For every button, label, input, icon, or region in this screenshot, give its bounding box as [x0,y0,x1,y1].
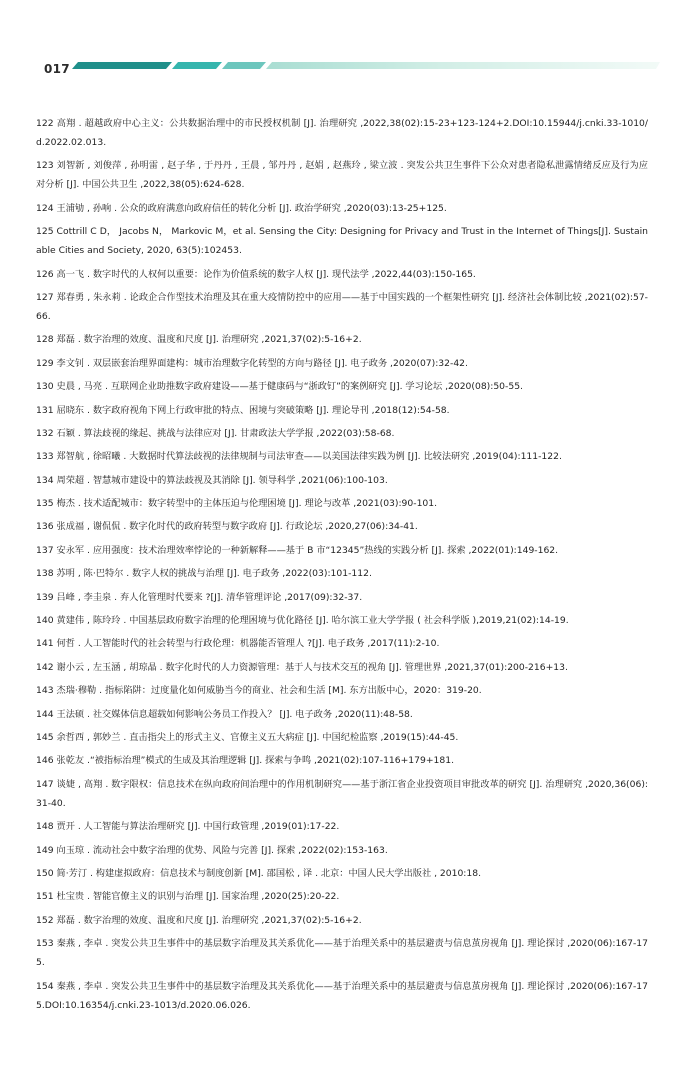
reference-item [36,156,648,194]
reference-number: 132 [36,427,54,439]
reference-text: 苏明 , 陈·巴特尔 . 数字人权的挑战与治理 [J]. 电子政务 ,2022(03):101-112. [56,568,372,580]
reference-text: 向玉琼 . 流动社会中数字治理的优势、风险与完善 [J]. 探索 ,2022(02):153-163. [56,844,388,856]
reference-text: 屈晓东 . 数字政府视角下网上行政审批的特点、困境与突破策略 [J]. 理论导刊 ,2018(12):54-58. [56,404,450,416]
reference-number: 139 [36,591,54,603]
reference-item [36,681,648,700]
reference-text: 郑智航 , 徐昭曦 . 大数据时代算法歧视的法律规制与司法审查——以美国法律实践为例 [J]. 比较法研究 ,2019(04):111-122. [56,451,562,463]
reference-item [36,330,648,349]
reference-number: 131 [36,404,54,416]
reference-text: 史晨 , 马亮 . 互联网企业助推数字政府建设——基于健康码与“浙政钉”的案例研究 [J]. 学习论坛 ,2020(08):50-55. [56,381,523,393]
reference-number: 125 [36,226,54,238]
reference-text: 秦燕 , 李卓 . 突发公共卫生事件中的基层数字治理及其关系优化——基于治理关系中的基层避责与信息茧房视角 [J]. 理论探讨 ,2020(06):167-175. [36,938,648,969]
reference-item [36,265,648,284]
reference-text: 刘智新 , 刘俊萍 , 孙明雷 , 赵子华 , 于丹丹 , 王晨 , 邹丹丹 , 赵娟 , 赵燕玲 , 梁立波 . 突发公共卫生事件下公众对患者隐私泄露情绪反应及行为应对分析 [J]. 中国公共卫生 ,2022,38(05):624-628. [36,160,648,191]
reference-number: 135 [36,498,54,510]
reference-text: 杰瑞·穆勒 . 指标陷阱：过度量化如何威胁当今的商业、社会和生活 [M]. 东方出版中心，2020：319-20. [56,685,482,697]
reference-text: 黄建伟 , 陈玲玲 . 中国基层政府数字治理的伦理困境与优化路径 [J]. 哈尔滨工业大学学报 ( 社会科学版 ),2019,21(02):14-19. [56,615,569,627]
reference-text: 郑磊 . 数字治理的效度、温度和尺度 [J]. 治理研究 ,2021,37(02):5-16+2. [56,334,362,346]
reference-number: 151 [36,891,54,903]
reference-item [36,199,648,218]
reference-item [36,424,648,443]
reference-number: 141 [36,638,54,650]
reference-text: 高翔 . 超越政府中心主义：公共数据治理中的市民授权机制 [J]. 治理研究 ,2022,38(02):15-23+123-124+2.DOI:10.15944/j.cnki.33-1010/d.2022.02.013. [36,118,648,148]
reference-text: 何哲 . 人工智能时代的社会转型与行政伦理：机器能否管理人 ?[J]. 电子政务 ,2017(11):2-10. [56,638,440,650]
reference-item [36,634,648,653]
reference-item [36,447,648,466]
reference-number: 153 [36,938,54,950]
reference-number: 134 [36,474,54,486]
reference-item [36,817,648,836]
reference-number: 126 [36,268,54,280]
reference-number: 140 [36,615,54,627]
reference-item [36,517,648,536]
reference-item [36,401,648,420]
reference-item [36,751,648,770]
reference-number: 152 [36,914,54,926]
reference-number: 154 [36,980,54,992]
reference-number: 130 [36,381,54,393]
reference-item [36,471,648,490]
reference-item [36,222,648,260]
reference-text: 贾开 . 人工智能与算法治理研究 [J]. 中国行政管理 ,2019(01):17-22. [56,821,340,833]
reference-text: 安永军 . 应用强度：技术治理效率悖论的一种新解释——基于 B 市“12345”热线的实践分析 [J]. 探索 ,2022(01):149-162. [56,544,559,556]
reference-item [36,705,648,724]
reference-text: 石颖 . 算法歧视的缘起、挑战与法律应对 [J]. 甘肃政法大学学报 ,2022(03):58-68. [56,427,395,439]
reference-text: 吕峰 , 李圭泉 . 弃人化管理时代要来 ?[J]. 清华管理评论 ,2017(09):32-37. [56,591,363,603]
reference-text: 王浦劬 , 孙响 . 公众的政府满意向政府信任的转化分析 [J]. 政治学研究 ,2020(03):13-25+125. [56,202,447,214]
reference-number: 136 [36,521,54,533]
reference-item [36,588,648,607]
reference-number: 122 [36,118,54,129]
reference-text: 周荣超 . 智慧城市建设中的算法歧视及其消除 [J]. 领导科学 ,2021(06):100-103. [56,474,388,486]
reference-item [36,564,648,583]
reference-item [36,887,648,906]
reference-text: 高一飞 . 数字时代的人权何以重要：论作为价值系统的数字人权 [J]. 现代法学 ,2022,44(03):150-165. [56,268,476,280]
reference-item [36,841,648,860]
header-bar-segment-mid [172,62,222,69]
reference-number: 123 [36,160,54,172]
reference-number: 150 [36,867,54,879]
reference-number: 124 [36,202,54,214]
reference-text: 李文钊 . 双层嵌套治理界面建构：城市治理数字化转型的方向与路径 [J]. 电子政务 ,2020(07):32-42. [56,357,468,369]
reference-text: 谢小云 , 左玉涵 , 胡琼晶 . 数字化时代的人力资源管理：基于人与技术交互的视角 [J]. 管理世界 ,2021,37(01):200-216+13. [56,661,568,673]
header-bar-segment-dark [72,62,172,69]
reference-number: 149 [36,844,54,856]
page-header [0,0,680,90]
reference-item [36,541,648,560]
reference-number: 145 [36,731,54,743]
reference-text: 王法硕 . 社交媒体信息超载如何影响公务员工作投入？ [J]. 电子政务 ,2020(11):48-58. [56,708,413,720]
page-number: 017 [44,62,70,76]
reference-item [36,354,648,373]
reference-text: Cottrill C D， Jacobs N， Markovic M，et al. Sensing the City: Designing for Privacy and Trust in the Internet of Things[J]. Sustainable Cities and Society, 2020, 63(5):102453. [36,226,648,257]
reference-number: 143 [36,685,54,697]
reference-text: 简·芳汀 . 构建虚拟政府：信息技术与制度创新 [M]. 邵国松 , 译 . 北京：中国人民大学出版社 , 2010:18. [56,867,482,879]
reference-number: 128 [36,334,54,346]
header-bar-segment-light [222,62,266,69]
reference-item [36,377,648,396]
reference-list [36,114,648,1019]
reference-number: 148 [36,821,54,833]
reference-item [36,775,648,813]
reference-text: 张成福 , 谢侃侃 . 数字化时代的政府转型与数字政府 [J]. 行政论坛 ,2020,27(06):34-41. [56,521,418,533]
reference-item [36,934,648,972]
reference-text: 杜宝贵 . 智能官僚主义的识别与治理 [J]. 国家治理 ,2020(25):20-22. [56,891,340,903]
reference-text: 梅杰 . 技术适配城市：数字转型中的主体压迫与伦理困境 [J]. 理论与改革 ,2021(03):90-101. [56,498,438,510]
reference-number: 137 [36,544,54,556]
reference-number: 142 [36,661,54,673]
reference-text: 谈婕 , 高翔 . 数字限权：信息技术在纵向政府间治理中的作用机制研究——基于浙江省企业投资项目审批改革的研究 [J]. 治理研究 ,2020,36(06):31-40. [36,778,648,809]
reference-text: 张乾友 .“被指标治理”模式的生成及其治理逻辑 [J]. 探索与争鸣 ,2021(02):107-116+179+181. [56,755,454,767]
reference-number: 138 [36,568,54,580]
reference-text: 郑磊 . 数字治理的效度、温度和尺度 [J]. 治理研究 ,2021,37(02):5-16+2. [56,914,362,926]
reference-number: 127 [36,291,54,303]
reference-number: 147 [36,778,54,790]
reference-text: 秦燕 , 李卓 . 突发公共卫生事件中的基层数字治理及其关系优化——基于治理关系中的基层避责与信息茧房视角 [J]. 理论探讨 ,2020(06):167-175.DOI:10.16354/j.cnki.23-1013/d.2020.06.026. [36,980,648,1011]
reference-number: 133 [36,451,54,463]
reference-number: 144 [36,708,54,720]
header-accent-bar [0,58,680,72]
reference-item [36,728,648,747]
reference-item [36,658,648,677]
reference-text: 余哲西 , 郭妙兰 . 直击指尖上的形式主义、官僚主义五大病症 [J]. 中国纪检监察 ,2019(15):44-45. [56,731,459,743]
reference-number: 146 [36,755,54,767]
reference-item [36,494,648,513]
reference-item [36,911,648,930]
header-bar-segment-fade [266,62,660,69]
reference-number: 129 [36,357,54,369]
reference-text: 郑春勇 , 朱永莉 . 论政企合作型技术治理及其在重大疫情防控中的应用——基于中国实践的一个框架性研究 [J]. 经济社会体制比较 ,2021(02):57-66. [36,291,648,322]
reference-item [36,864,648,883]
reference-item [36,611,648,630]
reference-item [36,288,648,326]
reference-item [36,977,648,1015]
reference-item [36,114,648,152]
